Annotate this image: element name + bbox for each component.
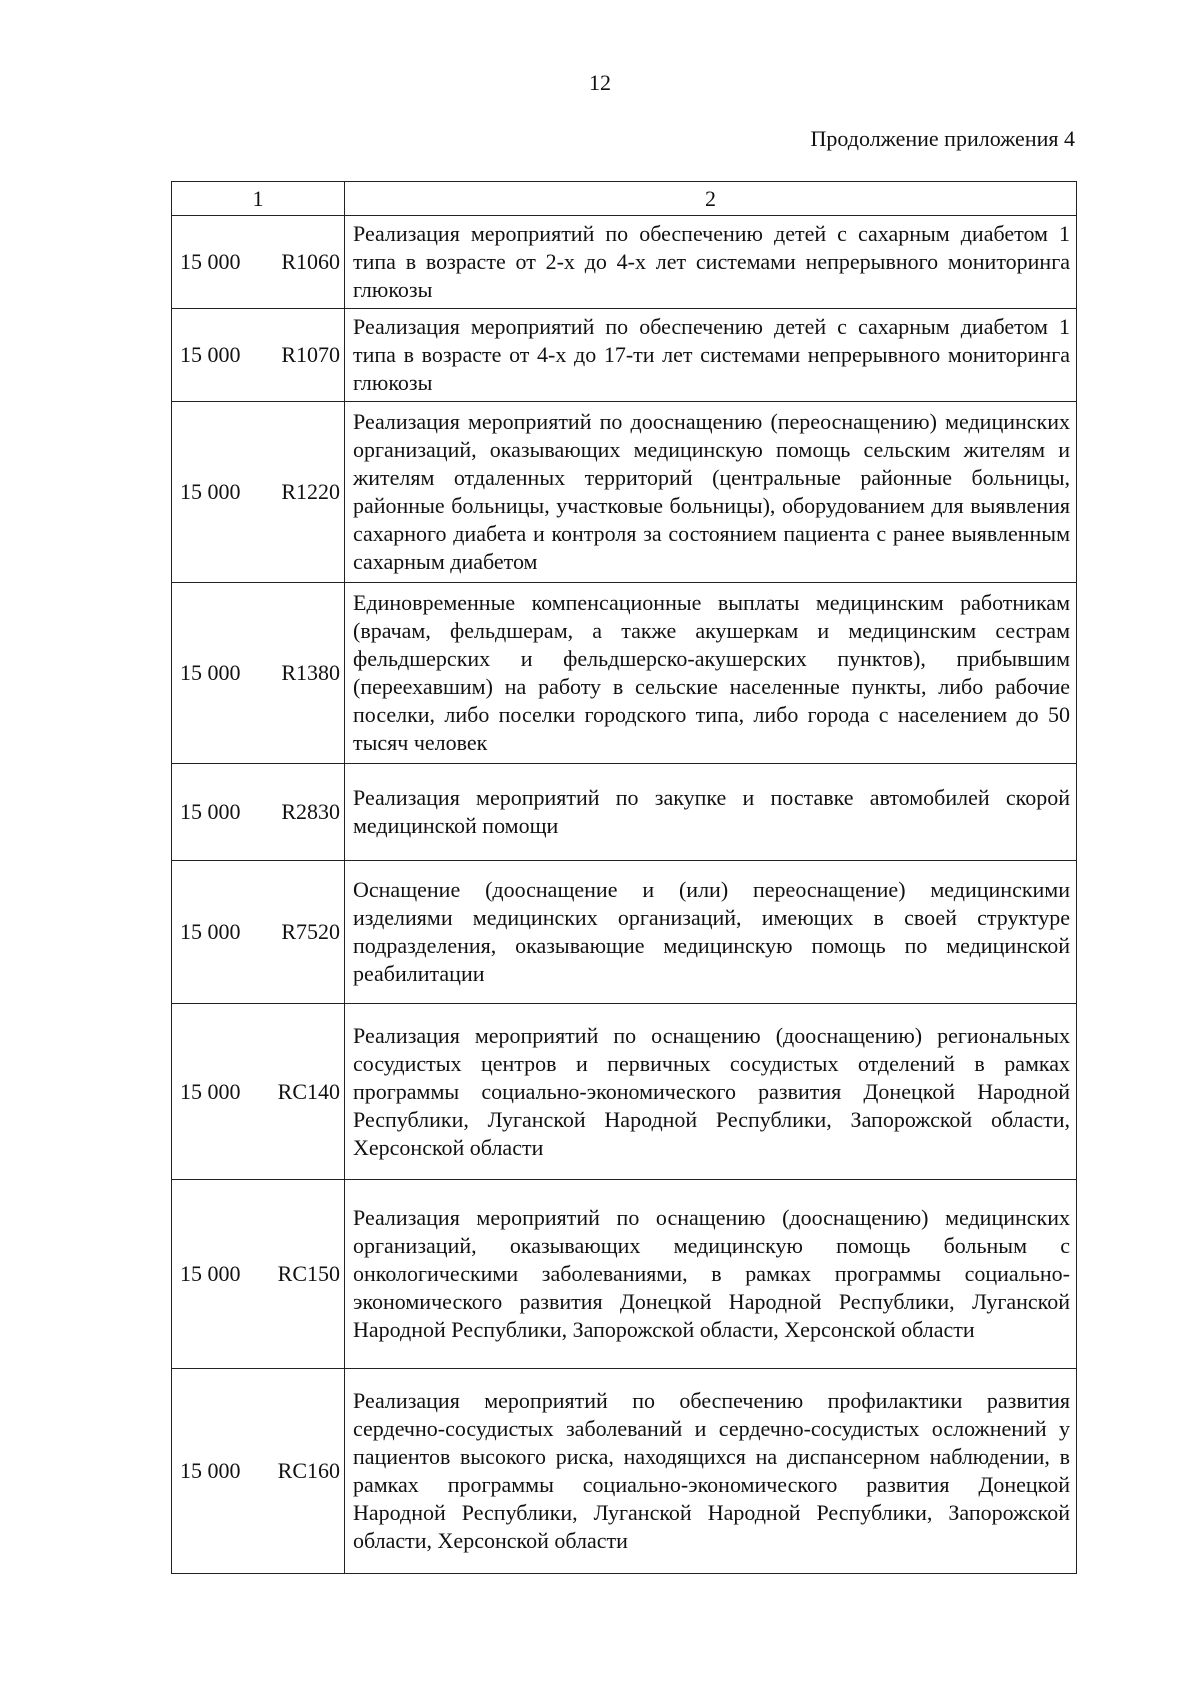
code-cell [172, 216, 345, 309]
table-row [172, 1004, 1077, 1180]
budget-codes-table [171, 181, 1077, 1574]
code-suffix: R1220 [281, 479, 340, 504]
table-row [172, 402, 1077, 583]
table-row [172, 309, 1077, 402]
code-cell [172, 1369, 345, 1574]
code-suffix: R7520 [281, 919, 340, 944]
description-cell: Единовременные компенсационные выплаты медицинским работникам (врачам, фельдшерам, а также акушеркам и медицинским сестрам фельдшерских и фельдшерско-акушерских пунктов), прибывшим (переехавшим) на работу в сельские населенные пункты, либо рабочие поселки, либо поселки городского типа, либо города с населением до 50 тысяч человек [345, 583, 1077, 764]
code-cell [172, 764, 345, 861]
table-row [172, 1180, 1077, 1369]
table-row [172, 861, 1077, 1004]
code-cell [172, 583, 345, 764]
page-number: 12 [589, 70, 611, 95]
code-prefix: 15 000 [180, 1261, 241, 1286]
table-row [172, 764, 1077, 861]
description-cell: Реализация мероприятий по оснащению (дооснащению) медицинских организаций, оказывающих медицинскую помощь больным с онкологическими заболеваниями, в рамках программы социально-экономического развития Донецкой Народной Республики, Луганской Народной Республики, Запорожской области, Херсонской области [345, 1180, 1077, 1369]
code-cell [172, 402, 345, 583]
code-prefix: 15 000 [180, 799, 241, 824]
code-suffix: R1070 [281, 342, 340, 367]
code-cell [172, 1004, 345, 1180]
code-prefix: 15 000 [180, 479, 241, 504]
code-prefix: 15 000 [180, 1458, 241, 1483]
column-header-2: 2 [345, 182, 1077, 216]
continuation-caption: Продолжение приложения 4 [810, 126, 1075, 151]
code-prefix: 15 000 [180, 919, 241, 944]
code-suffix: RC150 [277, 1261, 340, 1286]
column-header-1: 1 [172, 182, 345, 216]
code-suffix: RC140 [277, 1078, 340, 1104]
code-suffix: R1060 [281, 249, 340, 274]
code-cell [172, 1180, 345, 1369]
description-cell: Реализация мероприятий по оснащению (дооснащению) региональных сосудистых центров и первичных сосудистых отделений в рамках программы социально-экономического развития Донецкой Народной Республики, Луганской Народной Республики, Запорожской области, Херсонской области [345, 1004, 1077, 1180]
table-header-row [172, 182, 1077, 216]
description-cell: Реализация мероприятий по дооснащению (переоснащению) медицинских организаций, оказывающих медицинскую помощь сельским жителям и жителям отдаленных территорий (центральные районные больницы, районные больницы, участковые больницы), оборудованием для выявления сахарного диабета и контроля за состоянием пациента с ранее выявленным сахарным диабетом [345, 402, 1077, 583]
table-row [172, 1369, 1077, 1574]
description-cell: Реализация мероприятий по закупке и поставке автомобилей скорой медицинской помощи [345, 764, 1077, 861]
description-cell: Реализация мероприятий по обеспечению профилактики развития сердечно-сосудистых заболеваний и сердечно-сосудистых осложнений у пациентов высокого риска, находящихся на диспансерном наблюдении, в рамках программы социально-экономического развития Донецкой Народной Республики, Луганской Народной Республики, Запорожской области, Херсонской области [345, 1369, 1077, 1574]
code-prefix: 15 000 [180, 660, 241, 685]
code-prefix: 15 000 [180, 1078, 241, 1104]
description-cell: Оснащение (дооснащение и (или) переоснащение) медицинскими изделиями медицинских организаций, имеющих в своей структуре подразделения, оказывающие медицинскую помощь по медицинской реабилитации [345, 861, 1077, 1004]
code-prefix: 15 000 [180, 342, 241, 367]
description-cell: Реализация мероприятий по обеспечению детей с сахарным диабетом 1 типа в возрасте от 4-х до 17-ти лет системами непрерывного мониторинга глюкозы [345, 309, 1077, 402]
table-row [172, 216, 1077, 309]
code-prefix: 15 000 [180, 249, 241, 274]
code-suffix: R1380 [281, 660, 340, 685]
code-cell [172, 309, 345, 402]
code-suffix: RC160 [277, 1458, 340, 1483]
code-suffix: R2830 [281, 799, 340, 824]
description-cell: Реализация мероприятий по обеспечению детей с сахарным диабетом 1 типа в возрасте от 2-х до 4-х лет системами непрерывного мониторинга глюкозы [345, 216, 1077, 309]
code-cell [172, 861, 345, 1004]
table-row [172, 583, 1077, 764]
